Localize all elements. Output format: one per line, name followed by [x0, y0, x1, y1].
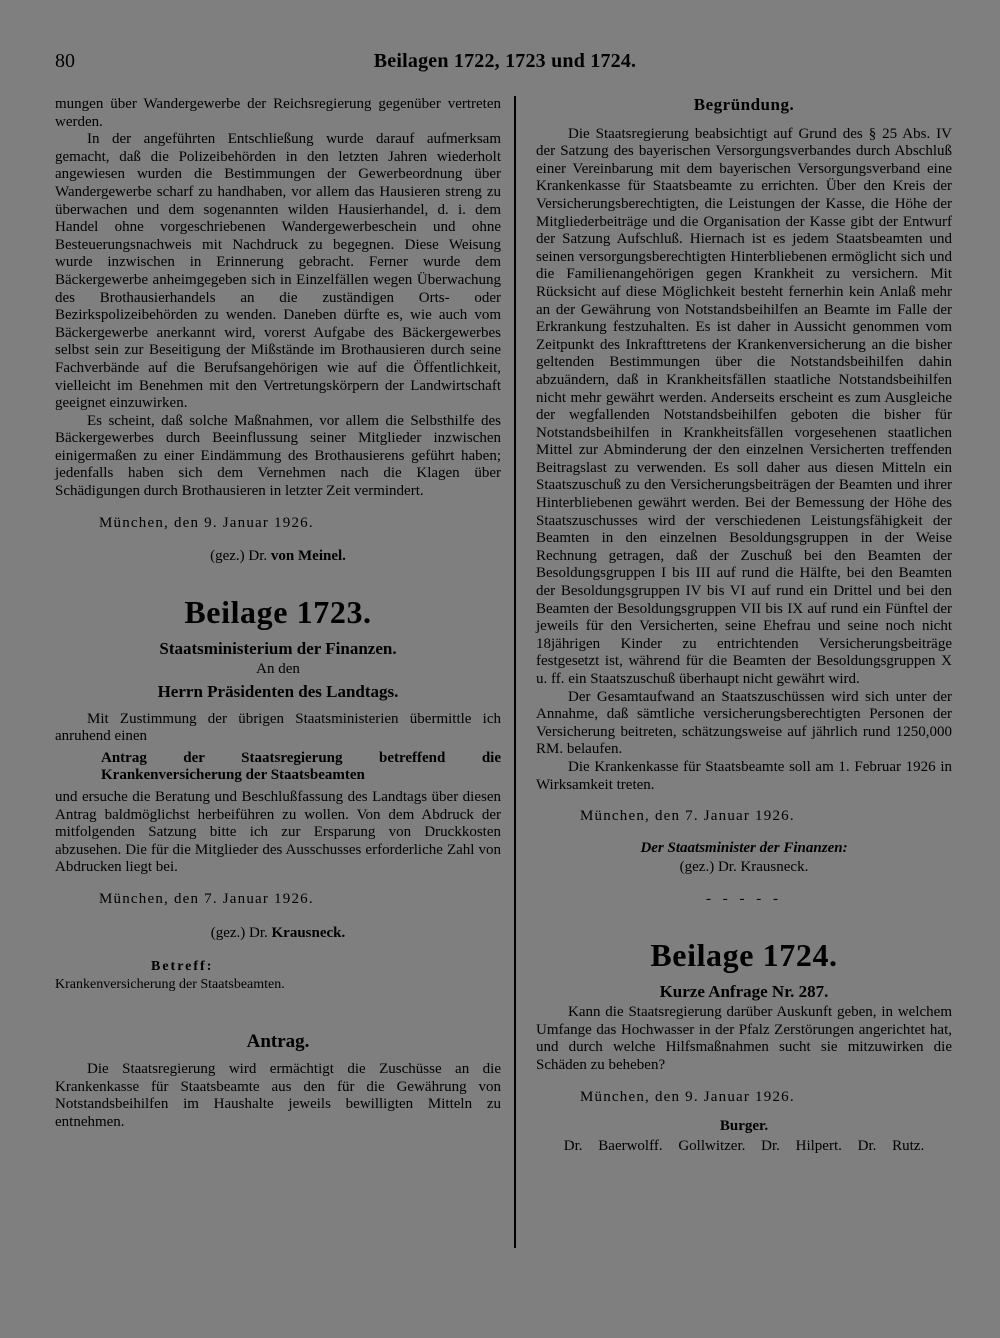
signers-line: Dr. Baerwolff. Gollwitzer. Dr. Hilpert. Dr. Rutz.	[563, 1137, 925, 1154]
continuation-paragraph: mungen über Wandergewerbe der Reichsregierung gegenüber vertreten werden.	[55, 96, 501, 130]
date-line: München, den 9. Januar 1926.	[580, 1088, 795, 1105]
intro-paragraph: Mit Zustimmung der übrigen Staatsministerien übermittle ich anruhend einen	[55, 710, 501, 745]
left-column	[55, 96, 501, 1131]
begruendung-paragraph: Die Krankenkasse für Staatsbeamte soll am 1. Februar 1926 in Wirksamkeit treten.	[536, 758, 952, 793]
ministry-heading: Staatsministerium der Finanzen.	[159, 638, 397, 658]
motion-title: Antrag der Staatsregierung betreffend die Krankenversicherung der Staatsbeamten	[101, 749, 501, 784]
running-title: Beilagen 1722, 1723 und 1724.	[373, 50, 637, 72]
begruendung-paragraph: Die Staatsregierung beabsichtigt auf Grund des § 25 Abs. IV der Satzung des bayerischen Versorgungsverbandes durch Abschluß einer Vereinbarung mit dem bayerischen Versorgungsverband eine Krankenkasse für Staatsbeamte zu errichten. Über den Kreis der Versicherungsberechtigten, die Leistungen der Kasse, die Höhe der Mitgliederbeiträge und die Organisation der Kasse gibt der Entwurf der Satzung Aufschluß. Hiernach ist es jedem Staatsbeamten und seinen versorgungsberechtigten Hinterbliebenen ermöglicht sich und die Familienangehörigen gegen Krankheit zu versichern. Mit Rücksicht auf diese Möglichkeit besteht fernerhin kein Anlaß mehr an der Gewährung von Notstandsbeihilfen an Beamte im Falle der Erkrankung festzuhalten. Es ist daher in Aussicht genommen vom Zeitpunkt des Inkrafttretens der Krankenversicherung an die bisher geltenden Bestimmungen über die Notstandsbeihilfen dahin abzuändern, daß in Krankheitsfällen staatliche Notstandsbeihilfen nicht mehr gewährt werden. Anderseits erscheint es zum Ausgleiche der wegfallenden Notstandsbeihilfen geboten die bisher für Notstandsbeihilfen in Krankheitsfällen vorgesehenen staatlichen Mittel zur Abminderung der den einzelnen Versicherten treffenden Beitragslast zu verwenden. Es soll daher aus diesen Mitteln ein Staatszuschuß zu den Versicherungsbeiträgen der Beamten und ihrer Hinterbliebenen gewährt werden. Bei der Bemessung der Höhe des Staatszuschusses wird der verschiedenen Leistungsfähigkeit der Beamten in den einzelnen Besoldungsgruppen in der Weise Rechnung getragen, daß der Zuschuß bei den Beamten der Besoldungsgruppen I bis III auf rund die Hälfte, bei den Beamten der Besoldungsgruppen IV bis VI auf rund ein Drittel und bei den Beamten der Besoldungsgruppen VII bis IX auf rund ein Fünftel der jeweils für den Versicherten, seine Ehefrau und seine noch nicht 18jährigen Kinder zu entrichtenden Versicherungsbeiträge festgesetzt ist, während für die Beamten der Besoldungsgruppen X u. ff. ein Staatszuschuß überhaupt nicht gewährt wird.	[536, 125, 952, 687]
date-line: München, den 7. Januar 1926.	[99, 890, 314, 907]
date-line: München, den 9. Januar 1926.	[99, 514, 314, 531]
page-header	[55, 50, 955, 80]
anfrage-heading: Kurze Anfrage Nr. 287.	[659, 981, 829, 1001]
beilage-1723-title: Beilage 1723.	[184, 593, 372, 630]
anfrage-paragraph: Kann die Staatsregierung darüber Auskunft geben, in welchem Umfange das Hochwasser in der Pfalz Zerstörungen angerichtet hat, und durch welche Hilfsmaßnahmen sucht sie mitzuwirken die Schäden zu beheben?	[536, 1004, 952, 1073]
antrag-paragraph: Die Staatsregierung wird ermächtigt die Zuschüsse an die Krankenkasse für Staatsbeamte aus den für die Gewährung von Notstandsbeihilfen im Haushalte jeweils bewilligten Mitteln zu entnehmen.	[55, 1060, 501, 1130]
continuation-paragraph: Es scheint, daß solche Maßnahmen, vor allem die Selbsthilfe des Bäckergewerbes durch Beeinflussung seiner Mitglieder inzwischen einigermaßen zu einer Eindämmung des Brothausierens geführt haben; jedenfalls haben sich dem Vernehmen nach die Klagen über Schädigungen durch Brothausieren in letzter Zeit vermindert.	[55, 412, 501, 500]
antrag-heading: Antrag.	[246, 1031, 310, 1053]
request-paragraph: und ersuche die Beratung und Beschlußfassung des Landtags über diesen Antrag baldmöglichst herbeiführen zu wollen. Von dem Abdruck der mitfolgenden Satzung bitte ich zur Ersparung von Druckkosten abzusehen. Die für die Mitglieder des Ausschusses erforderliche Zahl von Abdrucken liegt bei.	[55, 789, 501, 876]
begruendung-paragraph: Der Gesamtaufwand an Staatszuschüssen wird sich unter der Annahme, daß sämtliche versicherungsberechtigten Personen der Versicherung beitreten, schätzungsweise auf jährlich rund 1250,000 RM. belaufen.	[536, 688, 952, 758]
beilage-1724-title: Beilage 1724.	[650, 936, 838, 973]
continuation-paragraph: In der angeführten Entschließung wurde darauf aufmerksam gemacht, daß die Polizeibehörden in den letzten Jahren wiederholt angewiesen wurden die Bestimmungen der Gewerbeordnung über Wandergewerbe scharf zu handhaben, vor allem das Hausieren streng zu überwachen und dem sogenannten wilden Hausierhandel, d. i. dem Handel ohne vorgeschriebenen Wandergewerbeschein und ohne Besteuerungsnachweis mit Nachdruck zu begegnen. Diese Weisung wurde inzwischen in Erinnerung gebracht. Ferner wurde dem Bäckergewerbe anheimgegeben sich in Einzelfällen wegen Überwachung des Brothausierhandels an die zuständigen Orts- oder Bezirkspolizeibehörden zu wenden. Daneben dürfte es, wie auch vom Bäckergewerbe anerkannt wird, vorerst Aufgabe des Bäckergewerbes selbst sein zur Beseitigung der Mißstände im Brothausieren durch seine Fachverbände auf die Berufsangehörigen wie auf die Öffentlichkeit, vielleicht im Benehmen mit den Vertretungskörpern der Landwirtschaft geeignet einzuwirken.	[55, 131, 501, 412]
betreff-text: Krankenversicherung der Staatsbeamten.	[55, 976, 285, 992]
separator: - - - - -	[706, 890, 782, 907]
date-line: München, den 7. Januar 1926.	[580, 808, 795, 825]
page-number: 80	[55, 50, 75, 72]
right-column	[536, 96, 952, 1155]
minister-title: Der Staatsminister der Finanzen:	[640, 839, 848, 856]
addressee: Herrn Präsidenten des Landtags.	[157, 682, 399, 702]
signature-krausneck: (gez.) Dr. Krausneck.	[210, 924, 346, 941]
signer-burger: Burger.	[719, 1118, 769, 1135]
betreff-label: Betreff:	[151, 959, 214, 975]
column-divider	[514, 96, 516, 1248]
addressee-prefix: An den	[256, 661, 300, 678]
signature-meinel: (gez.) Dr. von Meinel.	[210, 548, 346, 565]
begruendung-heading: Begründung.	[693, 95, 795, 114]
signature-krausneck: (gez.) Dr. Krausneck.	[679, 859, 809, 876]
